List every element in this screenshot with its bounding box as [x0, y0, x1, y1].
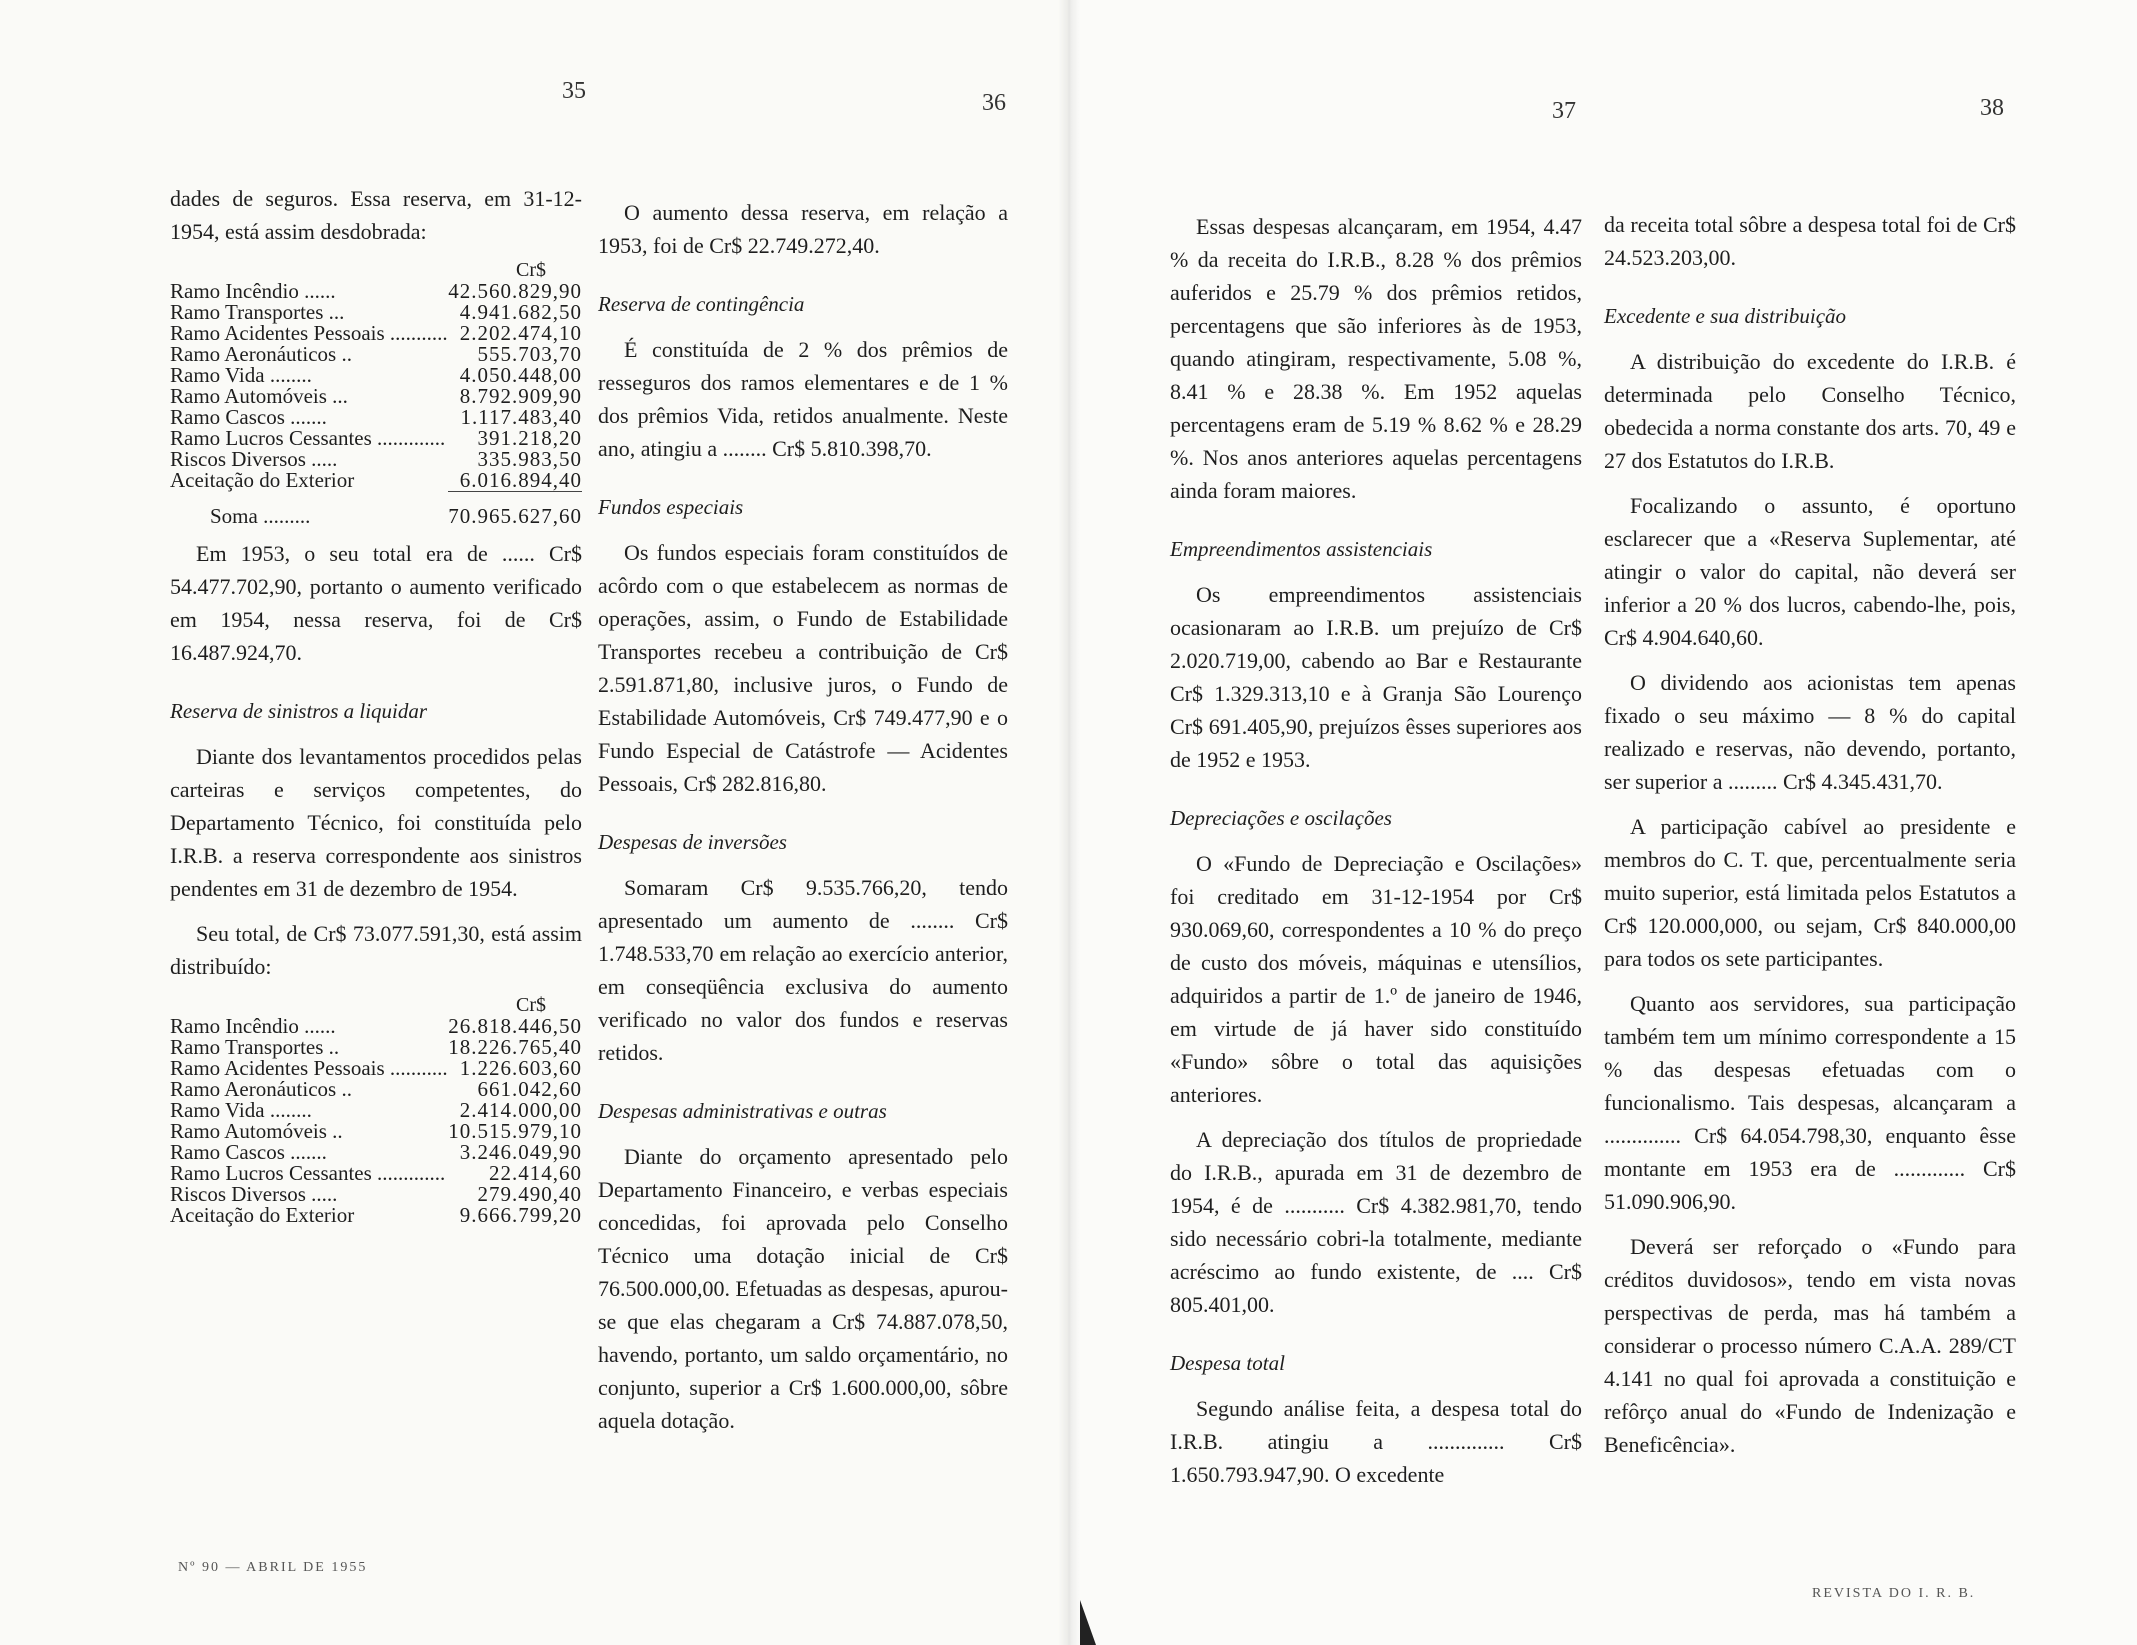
- col2-para2: É constituída de 2 % dos prêmios de resseguros dos ramos elementares e de 1 % dos prêmios Vida, retidos anualmente. Neste ano, atingiu a ........ Cr$ 5.810.398,70.: [598, 337, 1008, 461]
- table-row: Aceitação do Exterior 6.016.894,40: [170, 468, 582, 492]
- col2-para1: O aumento dessa reserva, em relação a 1953, foi de Cr$ 22.749.272,40.: [598, 200, 1008, 258]
- heading-despesas-administrativas: Despesas administrativas e outras: [598, 1099, 887, 1123]
- page-number-37: 37: [1552, 98, 1576, 124]
- table-row: Ramo Vida ........ 4.050.448,00: [170, 363, 582, 387]
- table-row: Ramo Acidentes Pessoais ........... 2.202.474,10: [170, 321, 582, 345]
- table-row: Ramo Aeronáuticos .. 661.042,60: [170, 1077, 582, 1101]
- heading-depreciacoes-oscilacoes: Depreciações e oscilações: [1170, 806, 1392, 830]
- page-number-38: 38: [1980, 95, 2004, 121]
- gutter-shadow-mark: [1080, 1600, 1096, 1645]
- heading-reserva-contingencia: Reserva de contingência: [598, 292, 805, 316]
- col1-intro: dades de seguros. Essa reserva, em 31-12-1954, está assim desdobrada:: [170, 186, 582, 244]
- sinistros-table: [170, 995, 582, 1226]
- table-row: Ramo Transportes .. 18.226.765,40: [170, 1035, 582, 1059]
- footer-journal: REVISTA DO I. R. B.: [1812, 1586, 1976, 1601]
- table-row: Ramo Aeronáuticos .. 555.703,70: [170, 342, 582, 366]
- table-row: Riscos Diversos ..... 279.490,40: [170, 1182, 582, 1206]
- footer-issue: Nº 90 — ABRIL DE 1955: [178, 1560, 368, 1575]
- heading-reserva-sinistros: Reserva de sinistros a liquidar: [170, 699, 428, 723]
- table-row: Ramo Vida ........ 2.414.000,00: [170, 1098, 582, 1122]
- page-number-36: 36: [982, 90, 1006, 116]
- heading-empreendimentos-assistenciais: Empreendimentos assistenciais: [1170, 537, 1433, 561]
- table-row: Aceitação do Exterior 9.666.799,20: [170, 1203, 582, 1227]
- col4-para5: A participação cabível ao presidente e membros do C. T. que, percentualmente seria muito superior, está limitada pelos Estatutos a Cr$ 120.000,000, ou sejam, Cr$ 840.000,00 para todos os sete participantes.: [1604, 814, 2016, 971]
- table-row: Ramo Lucros Cessantes ............. 391.218,20: [170, 426, 582, 450]
- col4-para7: Deverá ser reforçado o «Fundo para créditos duvidosos», tendo em vista novas perspectivas de perda, mas há também a considerar o processo número C.A.A. 289/CT 4.141 no qual foi aprovada a constituição e refôrço anual do «Fundo de Indenização e Beneficência».: [1604, 1234, 2016, 1457]
- heading-despesa-total: Despesa total: [1170, 1351, 1285, 1375]
- table-row: Ramo Transportes ... 4.941.682,50: [170, 300, 582, 324]
- column-page-38: [1604, 208, 2016, 1473]
- col3-para1: Essas despesas alcançaram, em 1954, 4.47 % da receita do I.R.B., 8.28 % dos prêmios auferidos e 25.79 % dos prêmios retidos, percentagens que são inferiores às de 1953, quando atingiram, respectivamente, 5.08 %, 8.41 % e 28.38 %. Em 1952 aquelas percentagens eram de 5.19 % 8.62 % e 28.29 %. Nos anos anteriores aquelas percentagens ainda foram maiores.: [1170, 214, 1582, 503]
- col4-para6: Quanto aos servidores, sua participação também tem um mínimo correspondente a 15 % das despesas efetuadas com o funcionalismo. Tais despesas, alcançaram a .............. Cr$ 64.054.798,30, enquanto êsse montante em 1953 era de ............. Cr$ 51.090.906,90.: [1604, 991, 2016, 1214]
- col4-para2: A distribuição do excedente do I.R.B. é determinada pelo Conselho Técnico, obedecida a norma constante dos arts. 70, 49 e 27 dos Estatutos do I.R.B.: [1604, 349, 2016, 473]
- heading-excedente-distribuicao: Excedente e sua distribuição: [1604, 304, 1847, 328]
- currency-header: Cr$: [516, 994, 546, 1016]
- column-page-35: [170, 182, 582, 1236]
- column-page-37: [1170, 210, 1582, 1503]
- reserve-table-1954: [170, 260, 582, 527]
- col2-para5: Diante do orçamento apresentado pelo Departamento Financeiro, e verbas especiais concedidas, foi aprovada pelo Conselho Técnico uma dotação inicial de Cr$ 76.500.000,00. Efetuadas as despesas, apurou-se que elas chegaram a Cr$ 74.887.078,50, havendo, portanto, um saldo orçamentário, no conjunto, superior a Cr$ 1.600.000,00, sôbre aquela dotação.: [598, 1144, 1008, 1433]
- col2-para4: Somaram Cr$ 9.535.766,20, tendo apresentado um aumento de ........ Cr$ 1.748.533,70 em relação ao exercício anterior, em conseqüência exclusiva do aumento verificado no valor dos fundos e reservas retidos.: [598, 875, 1008, 1065]
- col1-para2: Diante dos levantamentos procedidos pelas carteiras e serviços competentes, do Departamento Técnico, foi constituída pelo I.R.B. a reserva correspondente aos sinistros pendentes em 31 de dezembro de 1954.: [170, 744, 582, 901]
- column-page-36: [598, 196, 1008, 1449]
- table-row: Ramo Acidentes Pessoais ........... 1.226.603,60: [170, 1056, 582, 1080]
- currency-header: Cr$: [516, 259, 546, 281]
- col4-para4: O dividendo aos acionistas tem apenas fixado o seu máximo — 8 % do capital realizado e reservas, não devendo, portanto, ser superior a ......... Cr$ 4.345.431,70.: [1604, 670, 2016, 794]
- table-row: Ramo Incêndio ...... 42.560.829,90: [170, 279, 582, 303]
- table-row: Ramo Cascos ....... 3.246.049,90: [170, 1140, 582, 1164]
- table-row: Ramo Lucros Cessantes ............. 22.414,60: [170, 1161, 582, 1185]
- heading-despesas-inversoes: Despesas de inversões: [598, 830, 787, 854]
- table-row: Ramo Cascos ....... 1.117.483,40: [170, 405, 582, 429]
- col3-para4: A depreciação dos títulos de propriedade do I.R.B., apurada em 31 de dezembro de 1954, é de ........... Cr$ 4.382.981,70, tendo sido necessário cobri-la totalmente, mediante acréscimo ao fundo existente, de .... Cr$ 805.401,00.: [1170, 1127, 1582, 1317]
- table-sum-row: Soma ......... 70.965.627,60: [170, 492, 582, 528]
- col3-para5: Segundo análise feita, a despesa total do I.R.B. atingiu a .............. Cr$ 1.650.793.947,90. O excedente: [1170, 1396, 1582, 1487]
- col4-para1: da receita total sôbre a despesa total foi de Cr$ 24.523.203,00.: [1604, 212, 2016, 270]
- table-row: Ramo Automóveis .. 10.515.979,10: [170, 1119, 582, 1143]
- col2-para3: Os fundos especiais foram constituídos de acôrdo com o que estabelecem as normas de operações, assim, o Fundo de Estabilidade Transportes recebeu a contribuição de Cr$ 2.591.871,80, inclusive juros, o Fundo de Estabilidade Automóveis, Cr$ 749.477,90 e o Fundo Especial de Catástrofe — Acidentes Pessoais, Cr$ 282.816,80.: [598, 540, 1008, 796]
- table-row: Ramo Automóveis ... 8.792.909,90: [170, 384, 582, 408]
- col3-para3: O «Fundo de Depreciação e Oscilações» foi creditado em 31-12-1954 por Cr$ 930.069,60, correspondentes a 10 % do preço de custo dos móveis, máquinas e utensílios, adquiridos a partir de 1.º de janeiro de 1946, em virtude de já haver sido constituído «Fundo» sôbre o total das aquisições anteriores.: [1170, 851, 1582, 1107]
- table-row: Ramo Incêndio ...... 26.818.446,50: [170, 1014, 582, 1038]
- col3-para2: Os empreendimentos assistenciais ocasionaram ao I.R.B. um prejuízo de Cr$ 2.020.719,00, cabendo ao Bar e Restaurante Cr$ 1.329.313,10 e à Granja São Lourenço Cr$ 691.405,90, prejuízos êsses superiores aos de 1952 e 1953.: [1170, 582, 1582, 772]
- heading-fundos-especiais: Fundos especiais: [598, 495, 744, 519]
- col4-para3: Focalizando o assunto, é oportuno esclarecer que a «Reserva Suplementar, até atingir o valor do capital, não deverá ser inferior a 20 % dos lucros, cabendo-lhe, pois, Cr$ 4.904.640,60.: [1604, 493, 2016, 650]
- col1-para1: Em 1953, o seu total era de ...... Cr$ 54.477.702,90, portanto o aumento verificado em 1954, nessa reserva, foi de Cr$ 16.487.924,70.: [170, 541, 582, 665]
- table-row: Riscos Diversos ..... 335.983,50: [170, 447, 582, 471]
- col1-para3: Seu total, de Cr$ 73.077.591,30, está assim distribuído:: [170, 921, 582, 979]
- book-gutter: [1058, 0, 1080, 1645]
- page-number-35: 35: [562, 78, 586, 104]
